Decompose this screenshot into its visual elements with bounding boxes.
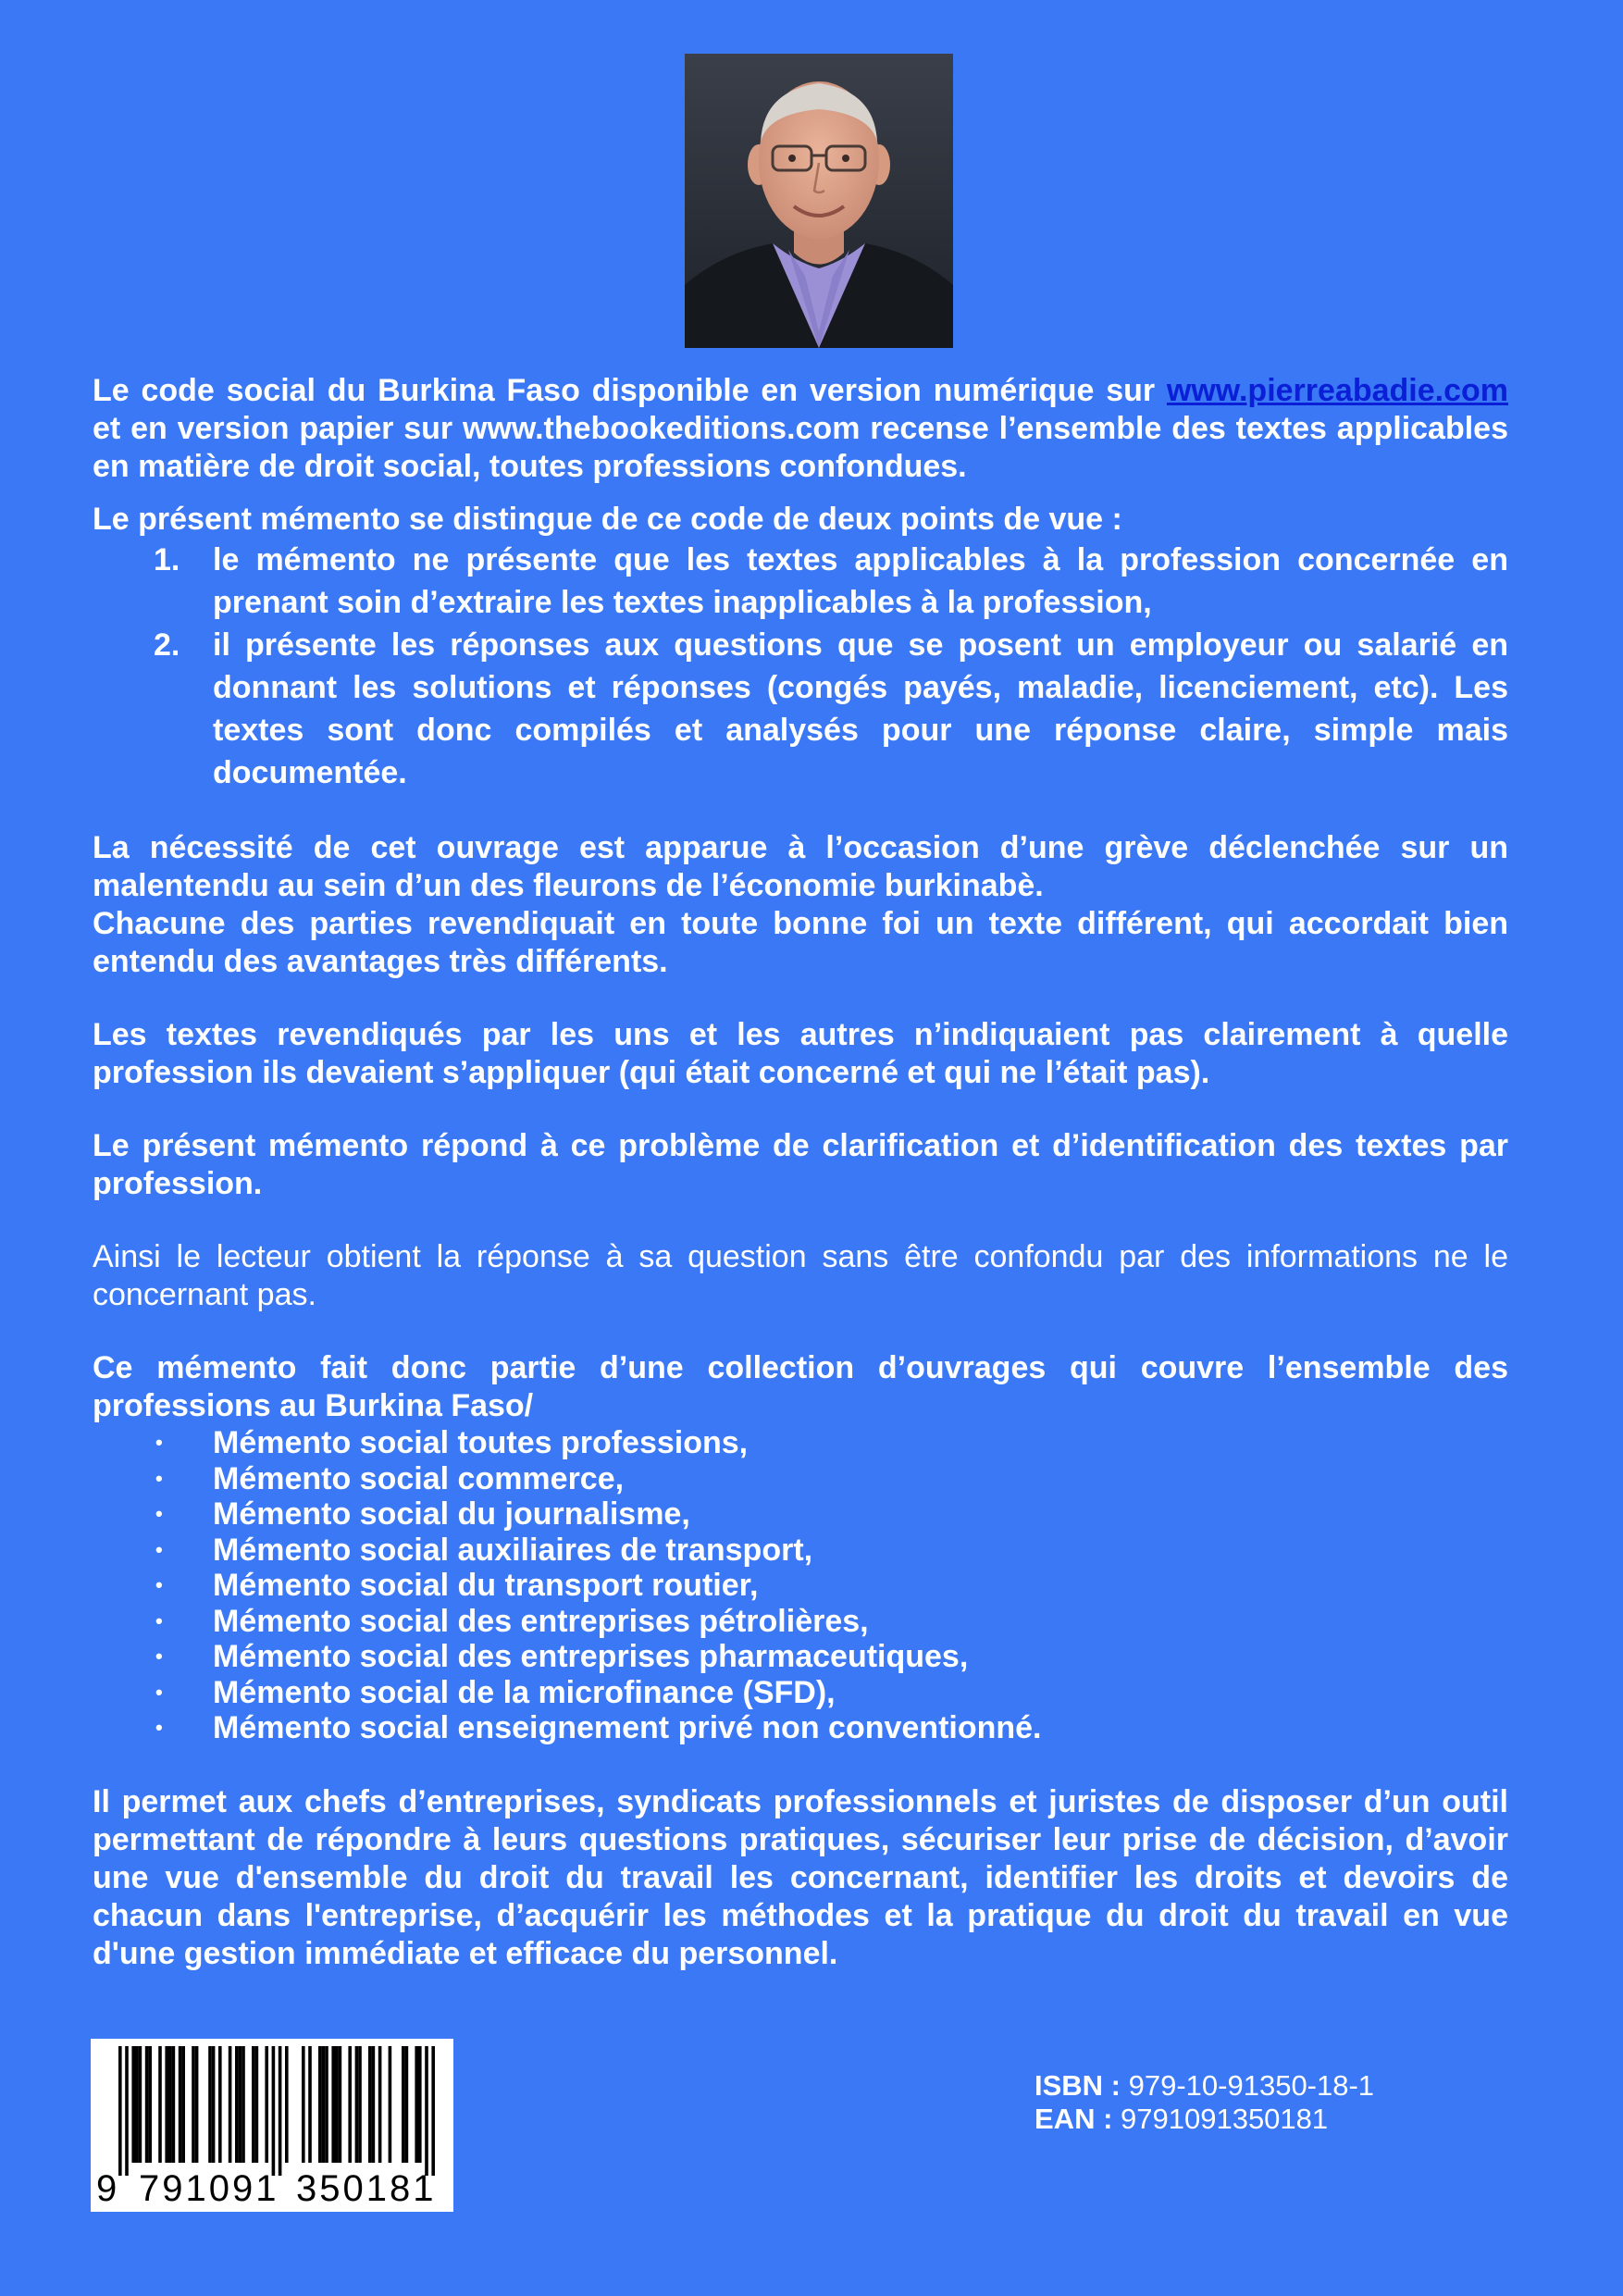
- point-text: le mémento ne présente que les textes applicables à la profession concernée en prenant soin d’extraire les textes inapplicables à la profession,: [213, 542, 1508, 620]
- barcode-bar: [255, 2046, 259, 2163]
- barcode-bar: [208, 2046, 212, 2163]
- barcode-bar: [372, 2046, 376, 2163]
- barcode-bar: [252, 2046, 255, 2163]
- barcode-bar: [272, 2046, 276, 2176]
- bullet-icon: •: [155, 1431, 163, 1454]
- barcode-bar: [139, 2046, 142, 2163]
- barcode-bar: [242, 2046, 245, 2163]
- barcode-bar: [302, 2046, 305, 2163]
- list-item-text: Mémento social enseignement privé non conventionné.: [213, 1710, 1042, 1745]
- list-item: [93, 1639, 1508, 1675]
- barcode-bar: [165, 2046, 168, 2163]
- list-item: [93, 1496, 1508, 1533]
- list-item: [93, 1568, 1508, 1604]
- point-number: 2.: [154, 627, 180, 663]
- point-text: il présente les réponses aux questions que se posent un employeur ou salarié en donnant les solutions et réponses (congés payés, maladie, licenciement, etc). Les textes sont donc compilés et analysés pour une réponse claire, simple mais documentée.: [213, 627, 1508, 790]
- barcode-bar: [418, 2046, 422, 2163]
- list-item: [93, 1461, 1508, 1497]
- barcode-bar: [425, 2046, 428, 2176]
- barcode-bar: [378, 2046, 382, 2163]
- bullet-icon: •: [155, 1716, 163, 1739]
- barcode-bar: [318, 2046, 322, 2163]
- barcode-left-group: 791091: [139, 2168, 279, 2209]
- bullet-icon: •: [155, 1608, 163, 1632]
- barcode-bar: [325, 2046, 328, 2163]
- bullet-icon: •: [155, 1537, 163, 1561]
- necessity-paragraph: La nécessité de cet ouvrage est apparue à l’occasion d’une grève déclenchée sur un malentendu au sein d’un des fleurons de l’économie burkinabè.: [93, 830, 1508, 903]
- barcode-bar: [331, 2046, 335, 2163]
- texts-paragraph: Les textes revendiqués par les uns et les autres n’indiquaient pas clairement à quelle profession ils devaient s’appliquer (qui était concerné et qui ne l’était pas).: [93, 1017, 1508, 1090]
- distinction-points: [93, 539, 1508, 794]
- list-item-text: Mémento social de la microfinance (SFD),: [213, 1674, 836, 1710]
- list-item-text: Mémento social du journalisme,: [213, 1496, 690, 1532]
- list-item: [93, 1425, 1508, 1461]
- barcode-bar: [135, 2046, 139, 2163]
- bullet-icon: •: [155, 1680, 163, 1704]
- ean-label: EAN :: [1035, 2103, 1113, 2135]
- barcode-bar: [358, 2046, 362, 2163]
- list-item-text: Mémento social toutes professions,: [213, 1425, 749, 1460]
- barcode-first-digit: 9: [96, 2168, 118, 2209]
- barcode-bar: [218, 2046, 222, 2163]
- author-photo: [685, 54, 953, 348]
- barcode-bar: [405, 2046, 409, 2163]
- list-item-text: Mémento social du transport routier,: [213, 1568, 759, 1603]
- list-item: [93, 1675, 1508, 1711]
- list-item: [93, 1533, 1508, 1569]
- barcode-bar: [168, 2046, 172, 2163]
- barcode-bar: [118, 2046, 122, 2176]
- closing-paragraph: Il permet aux chefs d’entreprises, syndicats professionnels et juristes de disposer d’un outil permettant de répondre à leurs questions pratiques, sécuriser leur prise de décision, d’avoir une vue d'ensemble du droit du travail les concernant, identifier les droits et devoirs de chacun dans l'entreprise, d’acquérir les méthodes et la pratique du droit du travail en vue d'une gestion immédiate et efficace du personnel.: [93, 1783, 1508, 1971]
- barcode-right-group: 350181: [296, 2168, 437, 2209]
- website-link[interactable]: www.pierreabadie.com: [1166, 373, 1508, 408]
- reader-paragraph: Ainsi le lecteur obtient la réponse à sa question sans être confondu par des informations ne le concernant pas.: [93, 1239, 1508, 1312]
- back-cover-text: [93, 372, 1508, 1973]
- barcode-bar: [229, 2046, 232, 2163]
- barcode-bar: [335, 2046, 339, 2163]
- ean-value: 9791091350181: [1121, 2103, 1329, 2135]
- barcode-bar: [368, 2046, 372, 2163]
- barcode-bars: [91, 2039, 453, 2178]
- response-paragraph: Le présent mémento répond à ce problème de clarification et d’identification des textes par profession.: [93, 1128, 1508, 1201]
- collection-paragraph: Ce mémento fait donc partie d’une collection d’ouvrages qui couvre l’ensemble des professions au Burkina Faso/: [93, 1350, 1508, 1423]
- list-item-text: Mémento social des entreprises pétrolières,: [213, 1603, 869, 1639]
- point-number: 1.: [154, 542, 180, 577]
- list-item-text: Mémento social auxiliaires de transport,: [213, 1532, 813, 1568]
- barcode-bar: [322, 2046, 326, 2163]
- barcode-bar: [348, 2046, 352, 2163]
- barcode-bar: [181, 2046, 185, 2163]
- barcode-bar: [239, 2046, 242, 2163]
- barcode-bar: [402, 2046, 405, 2163]
- bullet-icon: •: [155, 1466, 163, 1490]
- barcode-bar: [339, 2046, 342, 2163]
- barcode-bar: [192, 2046, 195, 2163]
- barcode-bar: [172, 2046, 176, 2163]
- list-item-text: Mémento social des entreprises pharmaceutiques,: [213, 1639, 969, 1674]
- list-item: [93, 1710, 1508, 1746]
- barcode-bar: [145, 2046, 149, 2163]
- isbn-value: 979-10-91350-18-1: [1128, 2069, 1375, 2102]
- isbn-label: ISBN :: [1035, 2069, 1121, 2102]
- parties-paragraph: Chacune des parties revendiquait en toute bonne foi un texte différent, qui accordait bien entendu des avantages très différents.: [93, 906, 1508, 979]
- barcode-bar: [265, 2046, 268, 2163]
- distinction-paragraph: Le présent mémento se distingue de ce code de deux points de vue :: [93, 502, 1122, 537]
- barcode-bar: [212, 2046, 216, 2163]
- collection-list: [93, 1425, 1508, 1746]
- barcode-bar: [431, 2046, 435, 2176]
- point-item: [93, 624, 1508, 794]
- bullet-icon: •: [155, 1644, 163, 1668]
- barcode-bar: [125, 2046, 129, 2176]
- barcode-bar: [235, 2046, 239, 2163]
- barcode-bar: [131, 2046, 135, 2163]
- list-item-text: Mémento social commerce,: [213, 1460, 625, 1496]
- intro-text: Le code social du Burkina Faso disponible en version numérique sur: [93, 373, 1167, 408]
- barcode-bar: [179, 2046, 182, 2163]
- barcode-digits: [91, 2166, 453, 2212]
- barcode-bar: [158, 2046, 162, 2163]
- isbn-line: [1035, 2069, 1374, 2103]
- bullet-icon: •: [155, 1573, 163, 1596]
- barcode-bar: [195, 2046, 199, 2163]
- product-codes: [1035, 2069, 1374, 2136]
- intro-text-continued: et en version papier sur www.thebookeditions.com recense l’ensemble des textes applicables en matière de droit social, toutes professions confondues.: [93, 411, 1508, 484]
- ean-line: [1035, 2103, 1374, 2136]
- intro-paragraph: [93, 372, 1508, 486]
- bullet-icon: •: [155, 1502, 163, 1525]
- barcode-bar: [355, 2046, 359, 2163]
- barcode-bar: [308, 2046, 312, 2163]
- barcode-bar: [389, 2046, 392, 2163]
- list-item: [93, 1604, 1508, 1640]
- barcode: [91, 2039, 453, 2212]
- barcode-bar: [148, 2046, 152, 2163]
- point-item: [93, 539, 1508, 624]
- barcode-bar: [415, 2046, 418, 2163]
- barcode-bar: [285, 2046, 289, 2163]
- barcode-bar: [279, 2046, 282, 2176]
